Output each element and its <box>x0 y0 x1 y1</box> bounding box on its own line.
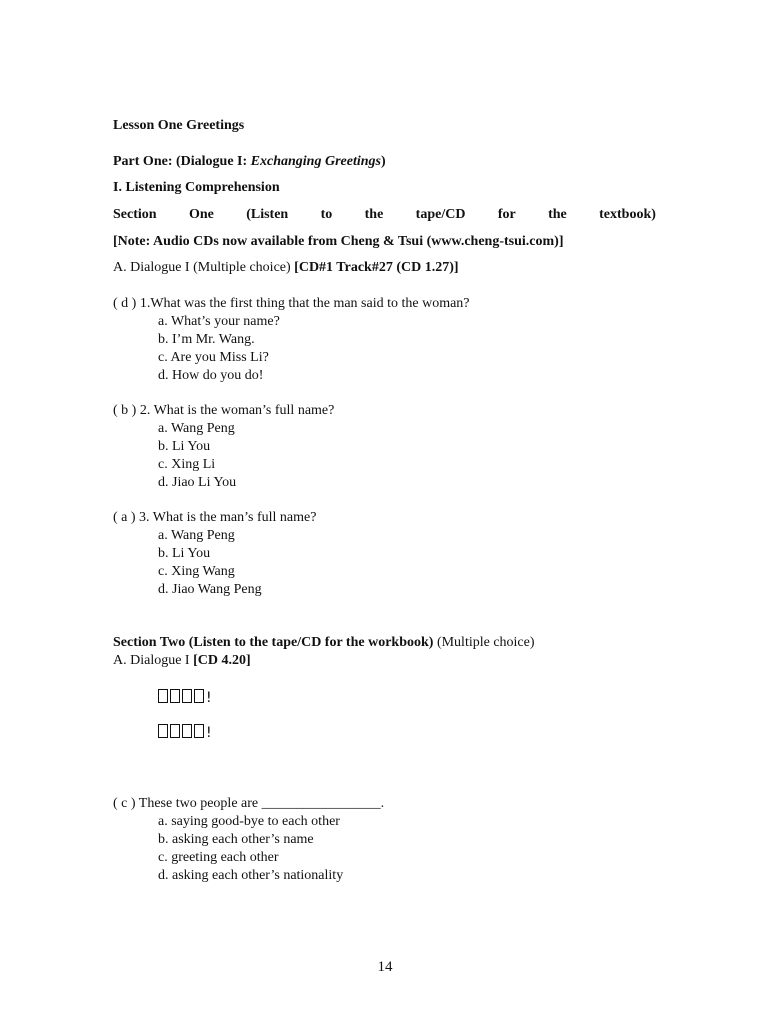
question-2-option: c. Xing Li <box>158 457 216 472</box>
section-one-heading <box>113 206 656 224</box>
part-one-italic: Exchanging Greetings <box>250 154 381 169</box>
dialogue-a2-plain: A. Dialogue I <box>113 653 194 668</box>
missing-glyph-icon <box>194 689 204 703</box>
question-c-option: b. asking each other’s name <box>158 832 314 847</box>
question-1-option: a. What’s your name? <box>158 314 280 329</box>
greeting-line-2 <box>158 724 212 742</box>
missing-glyph-icon <box>158 689 168 703</box>
question-3-option: d. Jiao Wang Peng <box>158 582 262 597</box>
question-1-option: c. Are you Miss Li? <box>158 350 269 365</box>
question-c-option: d. asking each other’s nationality <box>158 868 344 883</box>
dialogue-a-plain: A. Dialogue I (Multiple choice) <box>113 260 295 275</box>
greeting-punctuation: ! <box>206 725 212 741</box>
dialogue-a-bold: [CD#1 Track#27 (CD 1.27)] <box>294 260 459 275</box>
listening-heading: I. Listening Comprehension <box>113 180 280 195</box>
question-c-stem: ( c ) These two people are _________________. <box>113 796 385 811</box>
section-one-word: to <box>320 207 333 222</box>
page-number: 14 <box>377 959 393 975</box>
question-1-stem: ( d ) 1.What was the first thing that the man said to the woman? <box>113 296 470 311</box>
lesson-title: Lesson One Greetings <box>113 118 245 133</box>
question-3-option: c. Xing Wang <box>158 564 235 579</box>
section-one-word: the <box>548 207 567 222</box>
missing-glyph-icon <box>158 724 168 738</box>
part-one-suffix: ) <box>380 154 386 169</box>
question-c-option: a. saying good-bye to each other <box>158 814 340 829</box>
question-2-option: a. Wang Peng <box>158 421 235 436</box>
missing-glyph-icon <box>182 724 192 738</box>
question-3-stem: ( a ) 3. What is the man’s full name? <box>113 510 317 525</box>
section-two-bold: Section Two (Listen to the tape/CD for the workbook) <box>113 635 434 650</box>
part-one-prefix: Part One: (Dialogue I: <box>113 154 251 169</box>
audio-note: [Note: Audio CDs now available from Cheng & Tsui (www.cheng-tsui.com)] <box>113 234 564 249</box>
missing-glyph-icon <box>170 724 180 738</box>
dialogue-a-heading <box>113 259 459 277</box>
greeting-line-1 <box>158 689 212 707</box>
section-two-plain: (Multiple choice) <box>433 635 535 650</box>
missing-glyph-icon <box>194 724 204 738</box>
question-3-option: a. Wang Peng <box>158 528 235 543</box>
part-one-heading <box>113 153 386 171</box>
question-1-option: d. How do you do! <box>158 368 264 383</box>
section-one-word: tape/CD <box>415 207 466 222</box>
greeting-punctuation: ! <box>206 690 212 706</box>
dialogue-a2-bold: [CD 4.20] <box>193 653 251 668</box>
question-2-option: b. Li You <box>158 439 211 454</box>
section-two-heading <box>113 634 535 652</box>
section-one-word: the <box>364 207 384 222</box>
question-3-option: b. Li You <box>158 546 211 561</box>
question-c-option: c. greeting each other <box>158 850 279 865</box>
section-one-word: textbook) <box>599 207 656 222</box>
section-one-word: Section <box>113 207 157 222</box>
missing-glyph-icon <box>182 689 192 703</box>
section-one-word: One <box>188 207 214 222</box>
missing-glyph-icon <box>170 689 180 703</box>
section-one-word: (Listen <box>246 207 289 222</box>
section-one-word: for <box>497 207 516 222</box>
question-2-option: d. Jiao Li You <box>158 475 237 490</box>
question-1-option: b. I’m Mr. Wang. <box>158 332 255 347</box>
question-2-stem: ( b ) 2. What is the woman’s full name? <box>113 403 335 418</box>
dialogue-a2-heading <box>113 652 251 670</box>
